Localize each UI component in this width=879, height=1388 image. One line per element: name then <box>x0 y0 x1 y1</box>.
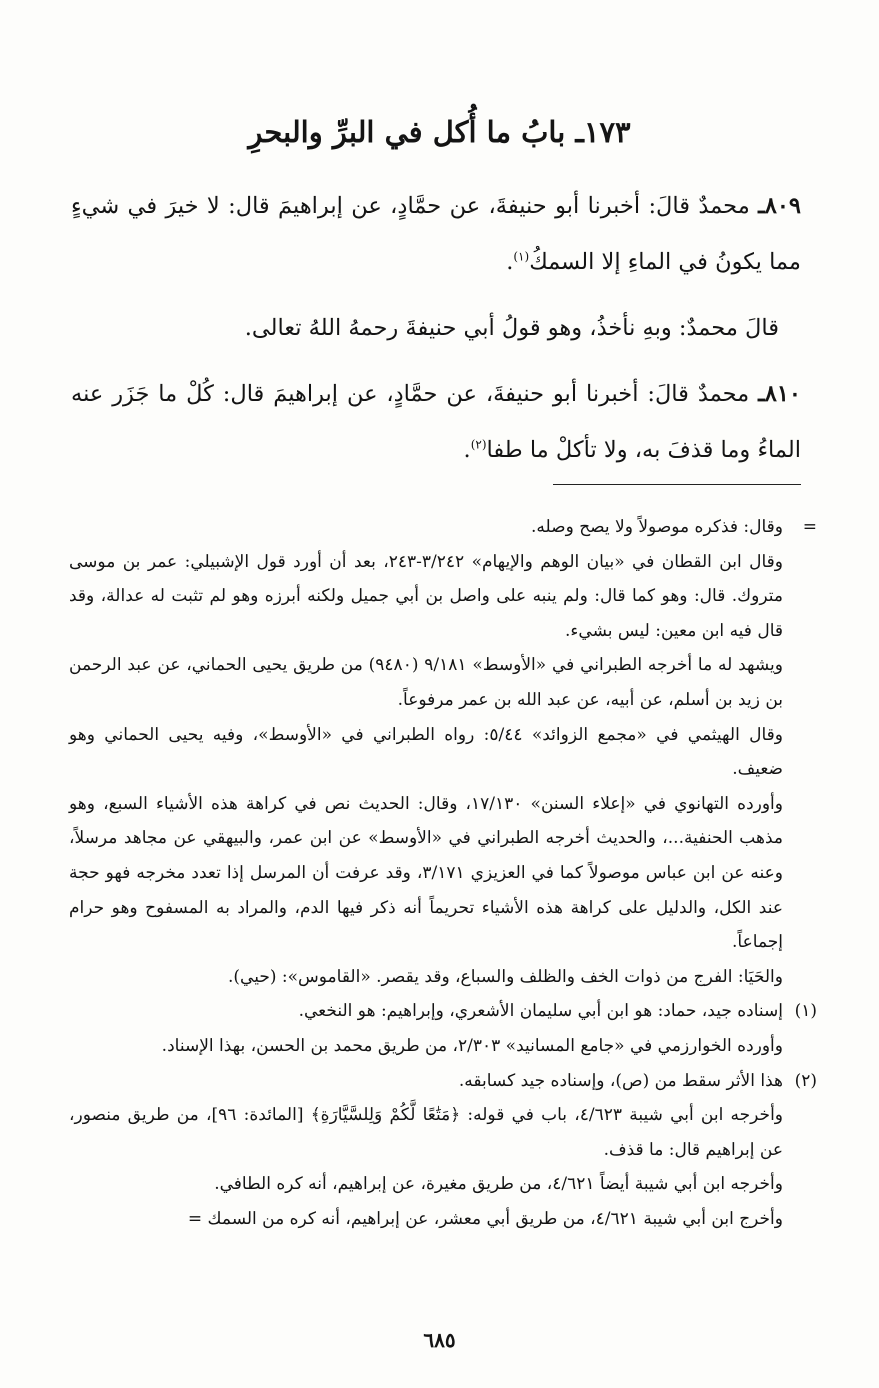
footnote-text: وأورده الخوارزمي في «جامع المسانيد» ٢/٣٠٣، من طريق محمد بن الحسن، بهذا الإسناد. <box>161 1035 783 1056</box>
footnote-divider <box>553 484 801 485</box>
footnote-text: وأورده التهانوي في «إعلاء السنن» ١٧/١٣٠، وقال: الحديث نص في كراهة هذه الأشياء السبع، وهو مذهب الحنفية...، والحديث أخرجه الطبراني في «الأوسط» عن ابن عمر، والبيهقي عن مجاهد مرسلاً، وعنه عن ابن عباس موصولاً كما في العزيزي ٣/١٧١، وقد عرفت أن المرسل إذا تعدد مخرجه فهو حجة عند الكل، والدليل على كراهة هذه الأشياء تحريماً أنه ذكر فيها الدم، والمراد به المسفوح وهو حرام إجماعاً. <box>69 793 783 953</box>
footnote-text: وقال الهيثمي في «مجمع الزوائد» ٥/٤٤: رواه الطبراني في «الأوسط»، وفيه يحيى الحماني وهو ضعيف. <box>69 724 783 780</box>
footnote-ref[interactable]: (٢) <box>470 437 487 452</box>
footnote-text: وقال: فذكره موصولاً ولا يصح وصله. <box>531 517 783 537</box>
hadith-810 <box>71 366 801 478</box>
footnote <box>69 960 817 995</box>
footnote <box>69 1029 817 1064</box>
footnote <box>69 787 817 960</box>
footnote <box>69 1202 817 1237</box>
page-number: ٦٨٥ <box>423 1328 456 1352</box>
footnote-text: والحَيَا: الفرج من ذوات الخف والظلف والسباع، وقد يقصر. «القاموس»: (حيي). <box>228 966 783 987</box>
footnote-text: وقال ابن القطان في «بيان الوهم والإيهام» ٣/٢٤٢-٢٤٣، بعد أن أورد قول الإشبيلي: عمر بن موسى متروك. قال: وهو كما قال: ولم ينبه على واصل بن أبي جميل ولكنه أبرزه وهو لم تثبت له عدالة، وقد قال فيه ابن معين: ليس بشيء. <box>69 551 783 641</box>
footnote-text: ويشهد له ما أخرجه الطبراني في «الأوسط» ٩/١٨١ (٩٤٨٠) من طريق يحيى الحماني، عن عبد الرحمن بن زيد بن أسلم، عن أبيه، عن عبد الله بن عمر مرفوعاً. <box>69 655 783 710</box>
footnote <box>69 1167 817 1202</box>
chapter-title: ١٧٣ـ بابُ ما أُكل في البرِّ والبحرِ <box>248 115 631 149</box>
footnote <box>69 648 817 717</box>
footnote-text: وأخرجه ابن أبي شيبة أيضاً ٤/٦٢١، من طريق مغيرة، عن إبراهيم، أنه كره الطافي. <box>214 1174 783 1195</box>
footnote-text: هذا الأثر سقط من (ص)، وإسناده جيد كسابقه. <box>458 1070 783 1091</box>
footnote <box>69 994 817 1029</box>
hadith-text: محمدٌ قالَ: أخبرنا أبو حنيفةَ، عن حمَّادٍ، عن إبراهيمَ قال: كُلْ ما جَزَر عنه الماءُ وما قذفَ به، ولا تأكلْ ما طفا <box>71 381 801 463</box>
footnote <box>69 510 817 545</box>
footnote-ref[interactable]: (١) <box>513 249 530 264</box>
footnote <box>69 718 817 787</box>
main-text <box>71 178 801 488</box>
hadith-text: محمدٌ قالَ: أخبرنا أبو حنيفةَ، عن حمَّادٍ، عن إبراهيمَ قال: لا خيرَ في شيءٍ مما يكونُ في الماءِ إلا السمكُ <box>71 193 801 275</box>
hadith-809 <box>71 178 801 290</box>
hadith-end: . <box>506 249 514 275</box>
author-comment: قالَ محمدٌ: وبهِ نأخذُ، وهو قولُ أبي حنيفةَ رحمهُ اللهُ تعالى. <box>244 315 779 341</box>
footnote-marker: (١) <box>794 1001 817 1022</box>
footnote <box>69 1098 817 1167</box>
footnote-text: وأخرجه ابن أبي شيبة ٤/٦٢٣، باب في قوله: ﴿مَتَٰعًا لَّكُمْ وَلِلسَّيَّارَةِ﴾ [المائدة: ٩٦]، من طريق منصور، عن إبراهيم قال: ما قذف. <box>69 1105 783 1160</box>
footnote <box>69 545 817 649</box>
footnote-text: وأخرج ابن أبي شيبة ٤/٦٢١، من طريق أبي معشر، عن إبراهيم، أنه كره من السمك = <box>187 1208 783 1229</box>
hadith-number: ٨١٠ـ <box>758 381 802 407</box>
footnote-marker: = <box>802 517 817 537</box>
footnotes <box>69 510 817 1236</box>
footnote-text: إسناده جيد، حماد: هو ابن أبي سليمان الأشعري، وإبراهيم: هو النخعي. <box>298 1001 783 1022</box>
footnote-marker: (٢) <box>794 1070 817 1091</box>
hadith-number: ٨٠٩ـ <box>758 193 801 219</box>
hadith-end: . <box>463 437 471 463</box>
footnote <box>69 1064 817 1099</box>
